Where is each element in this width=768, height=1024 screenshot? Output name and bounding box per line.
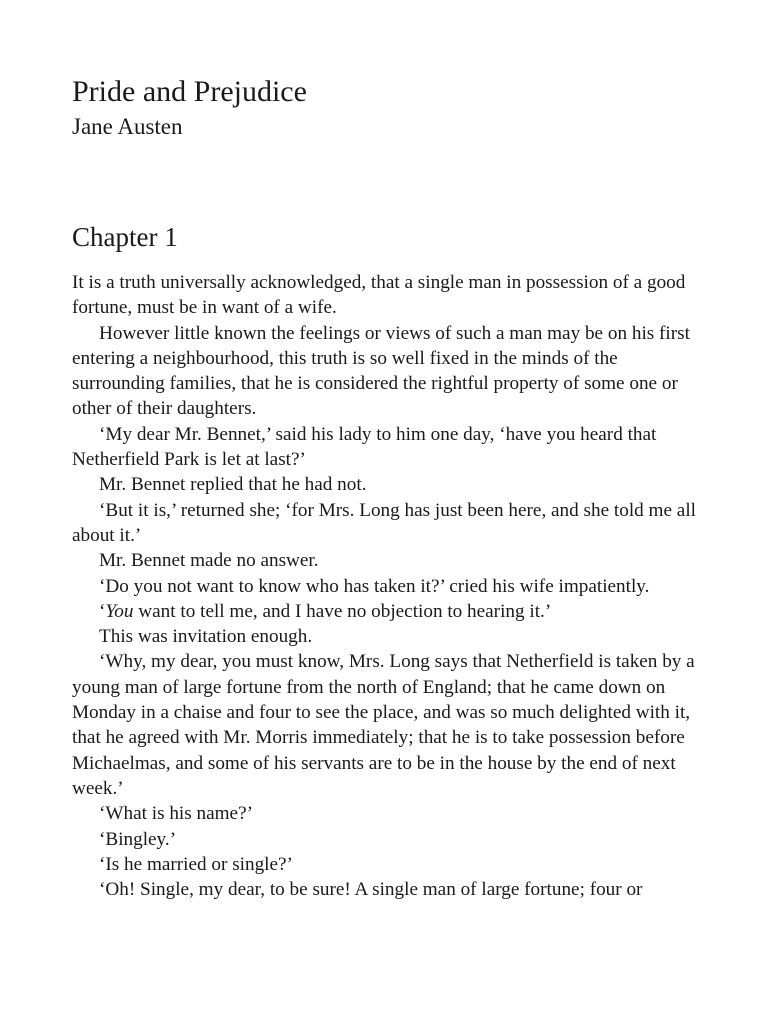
paragraph: ‘My dear Mr. Bennet,’ said his lady to him one day, ‘have you heard that Netherfield Park is let at last?’ <box>72 423 657 471</box>
open-quote: ‘ <box>99 600 106 622</box>
paragraph: ‘Oh! Single, my dear, to be sure! A single man of large fortune; four or <box>99 879 643 901</box>
book-author: Jane Austen <box>72 114 183 139</box>
paragraph-text: want to tell me, and I have no objection to hearing it.’ <box>133 600 552 622</box>
paragraph: ‘Do you not want to know who has taken it?’ cried his wife impatiently. <box>99 575 650 597</box>
paragraph: ‘Bingley.’ <box>99 828 177 850</box>
chapter-body <box>72 270 702 902</box>
paragraph: ‘Is he married or single?’ <box>99 853 293 875</box>
paragraph: However little known the feelings or views of such a man may be on his first entering a neighbourhood, this truth is so well fixed in the minds of the surrounding families, that he is considered the rightful property of some one or other of their daughters. <box>72 322 690 420</box>
paragraph <box>72 599 702 624</box>
chapter-heading: Chapter 1 <box>72 222 178 252</box>
paragraph: ‘What is his name?’ <box>99 803 253 825</box>
emphasized-word: You <box>105 600 134 622</box>
paragraph: ‘Why, my dear, you must know, Mrs. Long says that Netherfield is taken by a young man of large fortune from the north of England; that he came down on Monday in a chaise and four to see the place, and was so much delighted with it, that he agreed with Mr. Morris immediately; that he is to take possession before Michaelmas, and some of his servants are to be in the house by the end of next week.’ <box>72 651 695 799</box>
paragraph: This was invitation enough. <box>99 626 313 648</box>
paragraph: It is a truth universally acknowledged, that a single man in possession of a good fortune, must be in want of a wife. <box>72 272 686 319</box>
paragraph: ‘But it is,’ returned she; ‘for Mrs. Long has just been here, and she told me all about it.’ <box>72 499 696 546</box>
paragraph: Mr. Bennet replied that he had not. <box>99 474 367 496</box>
book-title: Pride and Prejudice <box>72 75 307 108</box>
paragraph: Mr. Bennet made no answer. <box>99 550 319 572</box>
